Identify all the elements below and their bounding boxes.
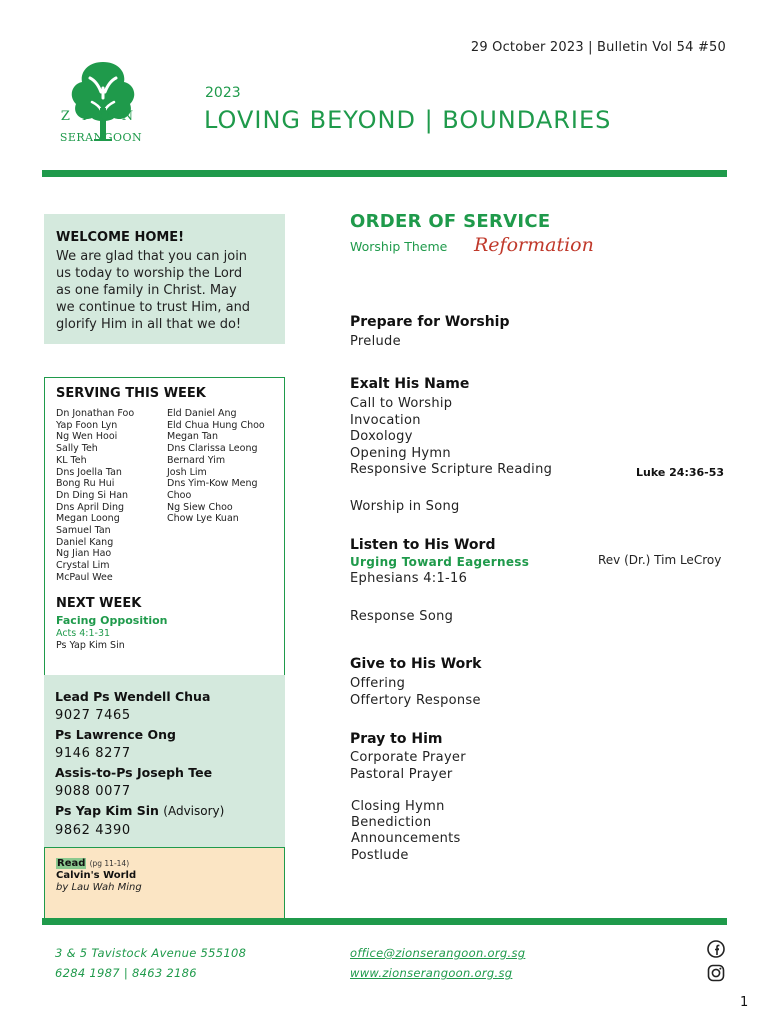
serving-name: Daniel Kang — [56, 536, 114, 548]
section-listen-heading: Listen to His Word — [350, 537, 496, 553]
sermon-passage: Ephesians 4:1-16 — [350, 571, 468, 586]
service-item: Responsive Scripture Reading — [350, 462, 553, 477]
contact-name — [55, 687, 274, 706]
contact-note: (Advisory) — [163, 804, 225, 818]
service-item: Call to Worship — [350, 396, 453, 411]
next-week-title: NEXT WEEK — [56, 596, 142, 611]
service-item: Announcements — [351, 831, 461, 846]
email-link[interactable]: office@zionserangoon.org.sg — [350, 946, 526, 960]
contact-name — [55, 801, 274, 821]
service-item: Closing Hymn — [351, 799, 445, 814]
reading-book-title: Calvin's World — [56, 870, 137, 881]
service-item: Postlude — [351, 848, 409, 863]
reading-header — [56, 858, 273, 870]
welcome-line: we continue to trust Him, and — [56, 300, 251, 315]
serving-name: Yap Foon Lyn — [56, 419, 118, 431]
welcome-line: us today to worship the Lord — [56, 266, 243, 281]
page-number: 1 — [740, 995, 749, 1010]
contact-name-text: Ps Yap Kim Sin — [55, 803, 159, 818]
contact-name — [55, 725, 274, 744]
service-item: Worship in Song — [350, 499, 460, 514]
serving-name: Ng Jian Hao — [56, 548, 112, 560]
worship-theme-value: Reformation — [474, 234, 594, 256]
service-item: Corporate Prayer — [350, 750, 466, 765]
contact-phone[interactable]: 9088 0077 — [55, 784, 131, 799]
section-exalt-heading: Exalt His Name — [350, 376, 470, 392]
serving-name: Eld Chua Hung Choo — [167, 419, 265, 431]
serving-name: Dns Yim-Kow Meng — [167, 478, 258, 490]
serving-name: Megan Loong — [56, 513, 120, 525]
contact-phone[interactable]: 9027 7465 — [55, 708, 131, 723]
reading-author: by Lau Wah Ming — [56, 882, 142, 893]
serving-name: Bong Ru Hui — [56, 478, 115, 490]
serving-name: Dns Clarissa Leong — [167, 443, 258, 455]
section-prepare-heading: Prepare for Worship — [350, 314, 510, 330]
contact-name-text: Assis-to-Ps Joseph Tee — [55, 765, 213, 780]
logo-wordmark: ZION — [60, 109, 146, 124]
service-item: Opening Hymn — [350, 446, 451, 461]
contact-phone[interactable]: 9862 4390 — [55, 823, 131, 838]
header-divider — [42, 170, 727, 177]
instagram-icon[interactable] — [706, 963, 726, 983]
serving-name: Sally Teh — [56, 443, 98, 455]
pastor-contacts-panel — [44, 675, 285, 847]
service-item: Pastoral Prayer — [350, 767, 453, 782]
serving-name: KL Teh — [56, 454, 87, 466]
service-item: Offertory Response — [350, 693, 481, 708]
service-item: Doxology — [350, 429, 413, 444]
next-week-speaker: Ps Yap Kim Sin — [56, 640, 125, 651]
serving-name: Ng Wen Hooi — [56, 431, 118, 443]
section-pray-heading: Pray to Him — [350, 731, 443, 747]
reading-label: Read — [57, 858, 86, 869]
welcome-line: as one family in Christ. May — [56, 283, 237, 298]
church-phones[interactable]: 6284 1987 | 8463 2186 — [55, 966, 197, 980]
service-item: Invocation — [350, 413, 421, 428]
bulletin-date: 29 October 2023 | Bulletin Vol 54 #50 — [470, 40, 726, 55]
serving-name: Josh Lim — [167, 466, 207, 478]
serving-name: Ng Siew Choo — [167, 501, 233, 513]
year-theme-title: LOVING BEYOND | BOUNDARIES — [204, 106, 612, 134]
order-of-service-title: ORDER OF SERVICE — [350, 211, 551, 232]
website-link[interactable]: www.zionserangoon.org.sg — [350, 966, 513, 980]
serving-name: Chow Lye Kuan — [167, 513, 239, 525]
reading-pages: (pg 11-14) — [89, 859, 130, 868]
serving-title: SERVING THIS WEEK — [56, 386, 206, 401]
facebook-icon[interactable] — [706, 939, 726, 959]
serving-list-left — [56, 408, 134, 584]
contact-phone[interactable]: 9146 8277 — [55, 746, 131, 761]
serving-name: Dn Jonathan Foo — [56, 408, 135, 419]
church-address: 3 & 5 Tavistock Avenue 555108 — [55, 946, 247, 960]
serving-name: Samuel Tan — [56, 525, 111, 537]
section-give-heading: Give to His Work — [350, 656, 482, 672]
serving-name: Eld Daniel Ang — [167, 408, 237, 419]
scripture-reference: Luke 24:36-53 — [636, 466, 725, 479]
welcome-line: We are glad that you can join — [56, 249, 248, 264]
serving-name: Dns Joella Tan — [56, 466, 122, 478]
serving-name: Megan Tan — [167, 431, 219, 443]
worship-theme-label: Worship Theme — [350, 239, 448, 254]
service-item: Benediction — [351, 815, 432, 830]
next-week-scripture: Acts 4:1-31 — [56, 628, 111, 639]
serving-name: Crystal Lim — [56, 560, 110, 572]
welcome-message — [56, 248, 273, 333]
service-item: Response Song — [350, 609, 454, 624]
welcome-line: glorify Him in all that we do! — [56, 317, 242, 332]
next-week-topic: Facing Opposition — [56, 614, 168, 627]
serving-name: McPaul Wee — [56, 571, 113, 583]
serving-name: Choo — [167, 489, 192, 501]
serving-name: Dn Ding Si Han — [56, 489, 129, 501]
serving-name: Bernard Yim — [167, 454, 226, 466]
welcome-panel — [44, 214, 285, 344]
welcome-title: WELCOME HOME! — [56, 230, 185, 245]
footer-divider — [42, 918, 727, 925]
service-item: Prelude — [350, 334, 401, 349]
reading-panel — [44, 847, 285, 919]
logo-subtitle: SERANGOON — [59, 131, 143, 144]
contact-name-text: Lead Ps Wendell Chua — [55, 689, 211, 704]
serving-name: Dns April Ding — [56, 501, 125, 513]
contact-name — [55, 763, 274, 782]
contact-name-text: Ps Lawrence Ong — [55, 727, 176, 742]
sermon-title: Urging Toward Eagerness — [350, 555, 530, 569]
serving-list-right — [167, 408, 265, 525]
theme-year: 2023 — [205, 85, 241, 101]
sermon-speaker: Rev (Dr.) Tim LeCroy — [598, 553, 722, 567]
service-item: Offering — [350, 676, 406, 691]
